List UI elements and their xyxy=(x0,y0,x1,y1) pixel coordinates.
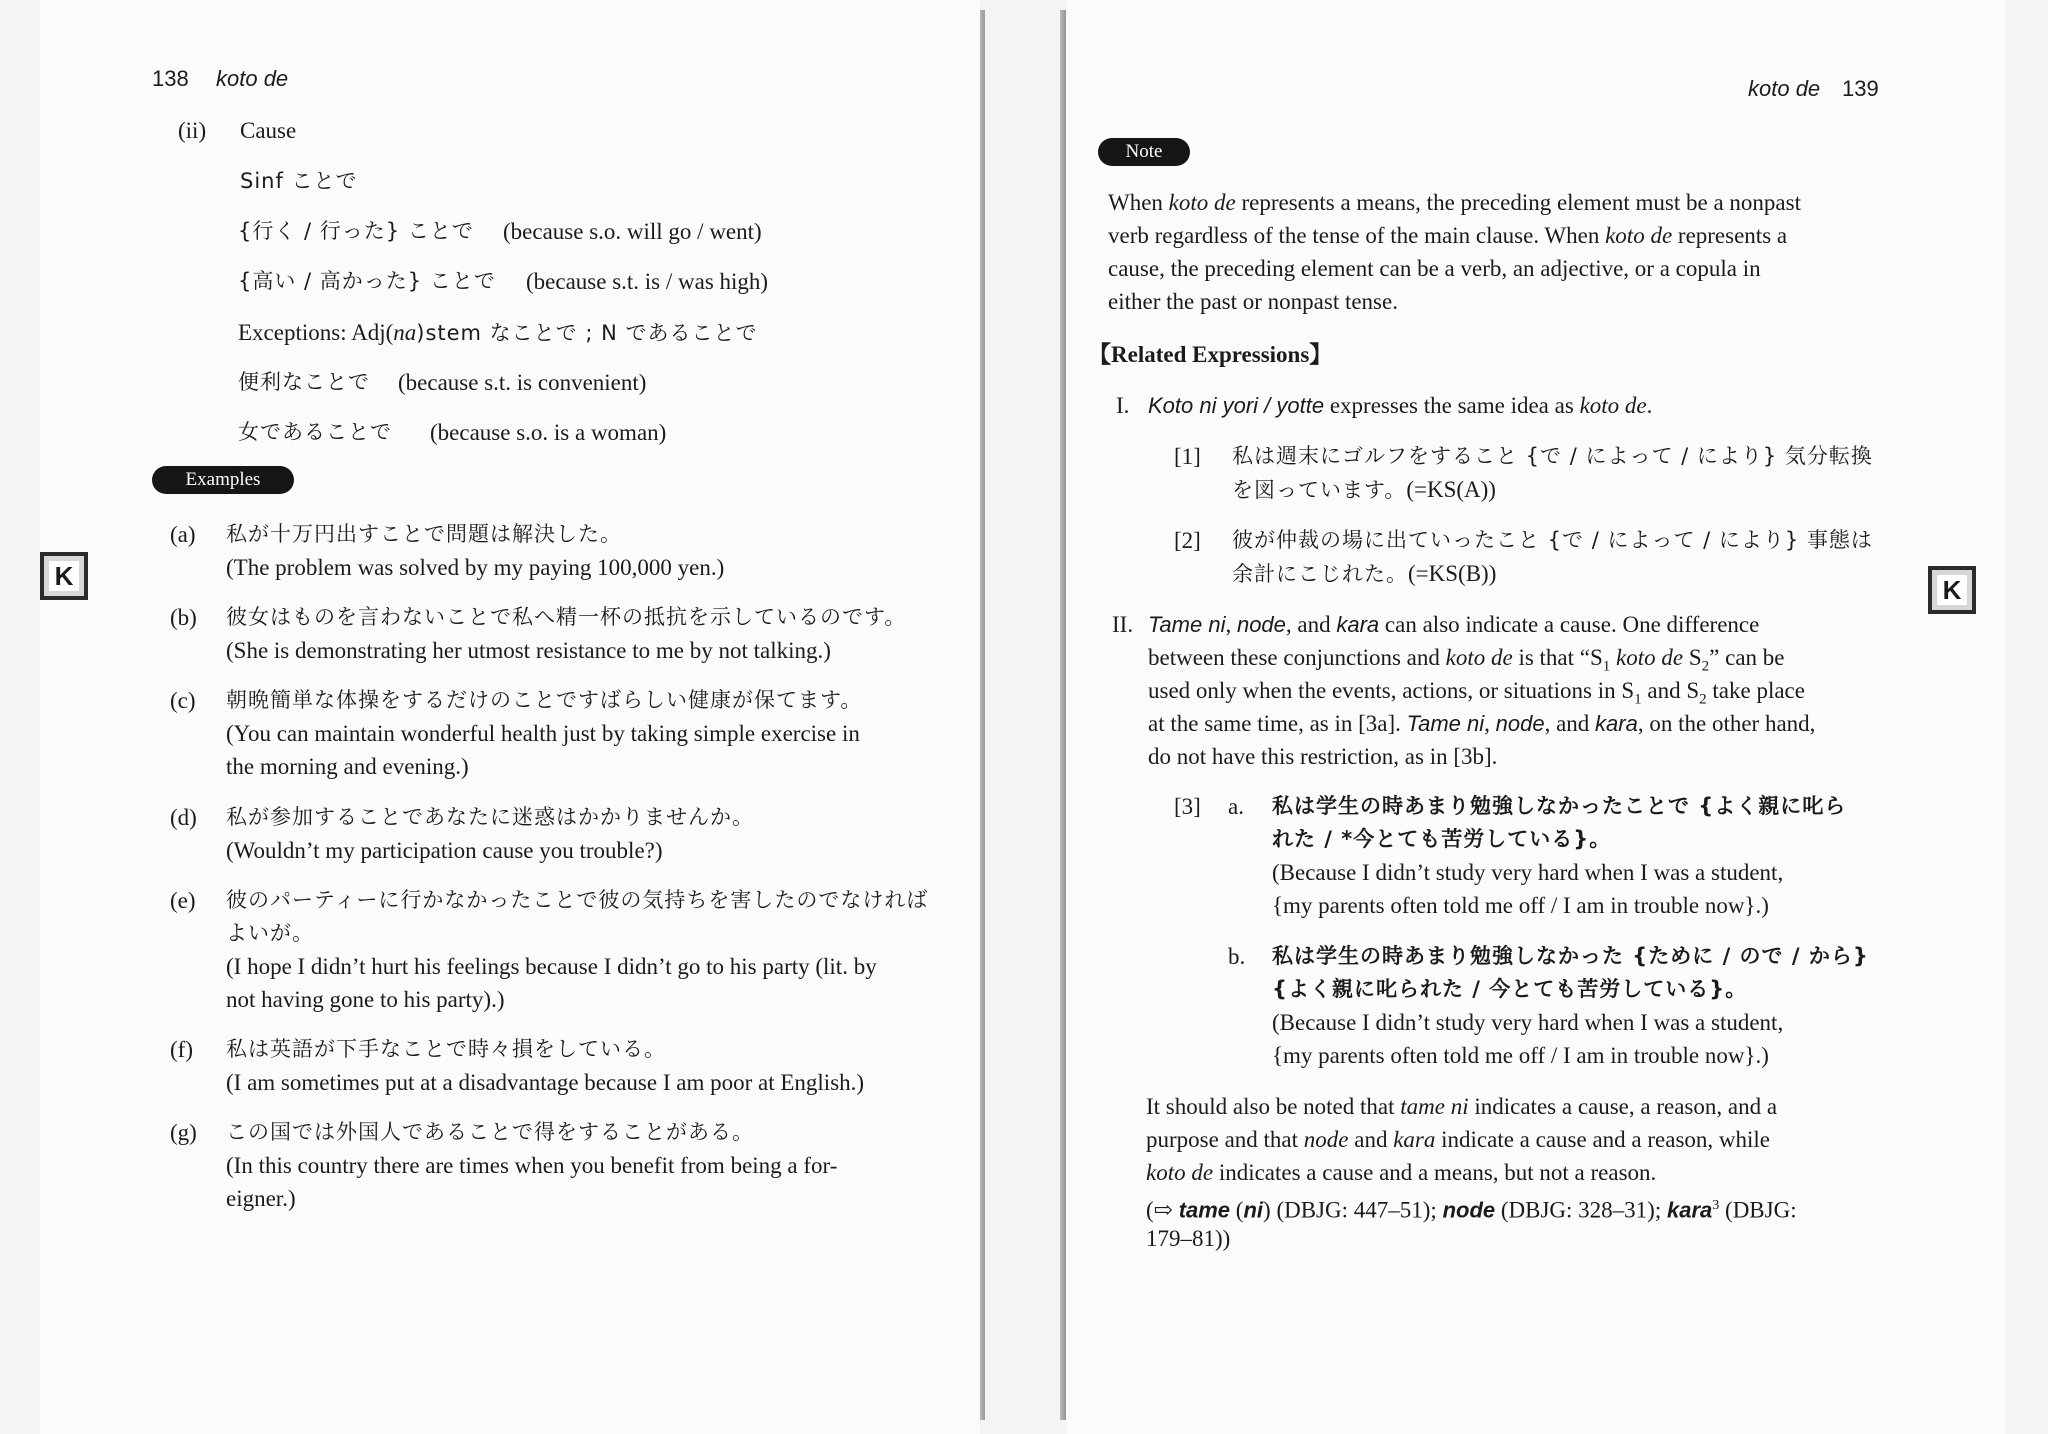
text: indicate a cause and a reason, while xyxy=(1435,1127,1770,1152)
text: can also indicate a cause. One difference xyxy=(1379,612,1760,637)
section-tab-k xyxy=(1928,566,1976,614)
text: used only when the events, actions, or situations in S xyxy=(1148,678,1635,703)
cross-references-cont: 179–81)) xyxy=(1146,1226,1231,1251)
note-line xyxy=(1108,219,1787,252)
term: koto de xyxy=(1146,1160,1214,1185)
cross-references: (⇨ tame (ni) (DBJG: 447–51); node (DBJG: 328–31); kara$^3$ (DBJG: xyxy=(1146,1197,1797,1223)
exceptions-adj: Adj( xyxy=(351,320,394,345)
section-tab-letter: K xyxy=(49,561,80,591)
example-ref: (=KS(B)) xyxy=(1408,561,1497,586)
item2-label: II. xyxy=(1112,612,1134,637)
subscript: 1 xyxy=(1634,691,1642,708)
example-en: (Wouldn’t my participation cause you trouble?) xyxy=(226,838,663,863)
example-jp-line2 xyxy=(1232,557,1496,591)
ref-term: tame xyxy=(1178,1197,1231,1223)
text: and S xyxy=(1641,678,1700,703)
term: Tame ni xyxy=(1406,711,1485,736)
example-en: the morning and evening.) xyxy=(226,754,469,779)
left-page xyxy=(40,0,980,1434)
text: , on the other hand, xyxy=(1637,711,1816,736)
page-number-left: 138 xyxy=(152,66,189,91)
examples-badge: Examples xyxy=(152,466,294,494)
note-line: either the past or nonpast tense. xyxy=(1108,289,1398,314)
ref-term: ni xyxy=(1243,1197,1264,1223)
example-jp: を図っています。 xyxy=(1232,478,1407,502)
closing-line xyxy=(1146,1123,1770,1156)
example-en: (You can maintain wonderful health just by taking simple exercise in xyxy=(226,721,860,746)
text: indicates a cause and a means, but not a reason. xyxy=(1213,1160,1657,1185)
ref-text: ) (DBJG: 447–51); xyxy=(1263,1197,1443,1223)
example-jp: 私は英語が下手なことで時々損をしている。 xyxy=(226,1037,666,1061)
text: ” can be xyxy=(1709,645,1785,670)
example-jp: 私が参加することであなたに迷惑はかかりませんか。 xyxy=(226,805,754,829)
text: S xyxy=(1683,645,1702,670)
exception-example-jp: 便利なことで xyxy=(238,370,370,394)
page-number-right: 139 xyxy=(1842,76,1879,101)
text: and xyxy=(1348,1127,1394,1152)
item1-term: Koto ni yori / yotte xyxy=(1148,393,1325,418)
section-label: (ii) xyxy=(178,118,207,143)
ref-text: (DBJG: 328–31); xyxy=(1495,1197,1667,1223)
text: It should also be noted that xyxy=(1146,1094,1401,1119)
example-ref: (=KS(A)) xyxy=(1406,477,1496,502)
example-en: (Because I didn’t study very hard when I was a student, xyxy=(1272,860,1784,885)
pattern-jp: {行く / 行った} ことで xyxy=(238,219,474,243)
note-term: koto de xyxy=(1168,190,1236,215)
exception-example-en: (because s.t. is convenient) xyxy=(398,370,647,395)
item1-text xyxy=(1148,389,1652,422)
item2-line xyxy=(1148,608,1759,641)
example-jp: 私は学生の時あまり勉強しなかった {ために / ので / から} xyxy=(1272,944,1869,968)
text: , and xyxy=(1285,612,1337,637)
example-jp: {よく親に叱られた / 今とても苦労している}。 xyxy=(1272,977,1748,1001)
ref-text: (DBJG: xyxy=(1719,1197,1797,1223)
term: kara xyxy=(1393,1127,1436,1152)
section-title: Cause xyxy=(240,118,297,143)
example-sublabel: a. xyxy=(1228,794,1244,819)
example-en: not having gone to his party).) xyxy=(226,987,505,1012)
ref-term: node xyxy=(1442,1197,1496,1223)
item2-line xyxy=(1148,707,1815,740)
term: node xyxy=(1303,1127,1349,1152)
ref-superscript: 3 xyxy=(1712,1198,1720,1213)
text: indicates a cause, a reason, and a xyxy=(1468,1094,1778,1119)
term: Tame ni xyxy=(1148,612,1226,637)
ref-term: kara xyxy=(1667,1197,1713,1223)
text: , and xyxy=(1544,711,1596,736)
text: take place xyxy=(1706,678,1805,703)
example-jp: 私は週末にゴルフをすること {で / によって / により} 気分転換 xyxy=(1232,444,1873,468)
exceptions-line xyxy=(238,316,757,350)
formula: Sinf ことで xyxy=(240,169,358,193)
item1-label: I. xyxy=(1116,393,1130,418)
example-en: (In this country there are times when you benefit from being a for- xyxy=(226,1153,838,1178)
closing-line xyxy=(1146,1090,1777,1123)
exceptions-label: Exceptions: xyxy=(238,320,352,345)
example-label: (e) xyxy=(170,888,196,913)
subscript: 1 xyxy=(1602,658,1611,675)
example-jp: 彼のパーティーに行かなかったことで彼の気持ちを害したのでなければ xyxy=(226,888,929,912)
example-en: {my parents often told me off / I am in trouble now}.) xyxy=(1272,1043,1769,1068)
closing-line xyxy=(1146,1156,1656,1189)
term: tame ni xyxy=(1400,1094,1469,1119)
example-en: (I hope I didn’t hurt his feelings because I didn’t go to his party (lit. by xyxy=(226,954,877,979)
text: at the same time, as in [3a]. xyxy=(1148,711,1407,736)
term: koto de xyxy=(1616,645,1684,670)
note-text: verb regardless of the tense of the main clause. When xyxy=(1108,223,1606,248)
text: , xyxy=(1484,711,1496,736)
example-jp: 朝晩簡単な体操をするだけのことですばらしい健康が保てます。 xyxy=(226,688,863,712)
section-tab-letter: K xyxy=(1937,575,1968,605)
pattern-en: (because s.o. will go / went) xyxy=(503,219,762,244)
right-page xyxy=(1066,0,2006,1434)
example-label: (f) xyxy=(170,1037,193,1062)
term: node xyxy=(1236,612,1286,637)
example-label: (a) xyxy=(170,522,196,547)
term: node xyxy=(1495,711,1545,736)
example-en: (The problem was solved by my paying 100,000 yen.) xyxy=(226,555,725,580)
arrow-icon: (⇨ xyxy=(1146,1197,1179,1223)
example-jp: 私が十万円出すことで問題は解決した。 xyxy=(226,522,622,546)
exceptions-na: na xyxy=(393,320,417,345)
example-en: (I am sometimes put at a disadvantage because I am poor at English.) xyxy=(226,1070,865,1095)
note-line xyxy=(1108,186,1801,219)
example-jp: 私は学生の時あまり勉強しなかったことで {よく親に叱ら xyxy=(1272,794,1847,818)
subscript: 2 xyxy=(1699,691,1707,708)
term: koto de xyxy=(1445,645,1513,670)
example-label: [3] xyxy=(1174,794,1201,819)
text: between these conjunctions and xyxy=(1148,645,1446,670)
note-badge: Note xyxy=(1098,138,1190,166)
example-jp: 彼女はものを言わないことで私へ精一杯の抵抗を示しているのです。 xyxy=(226,605,907,629)
example-jp: 彼が仲裁の場に出ていったこと {で / によって / により} 事態は xyxy=(1232,528,1873,552)
section-tab-k xyxy=(40,552,88,600)
exception-example-jp: 女であることで xyxy=(238,420,392,444)
exception-example-en: (because s.o. is a woman) xyxy=(430,420,667,445)
item2-line: do not have this restriction, as in [3b]. xyxy=(1148,744,1498,769)
note-term: koto de xyxy=(1605,223,1673,248)
example-en: (She is demonstrating her utmost resistance to me by not talking.) xyxy=(226,638,831,663)
related-heading: 【Related Expressions】 xyxy=(1088,342,1333,367)
subscript: 2 xyxy=(1701,658,1710,675)
note-text: represents a means, the preceding element must be a nonpast xyxy=(1235,190,1801,215)
example-jp: この国では外国人であることで得をすることがある。 xyxy=(226,1120,754,1144)
example-en: (Because I didn’t study very hard when I was a student, xyxy=(1272,1010,1784,1035)
text: is that “S xyxy=(1512,645,1603,670)
note-text: When xyxy=(1108,190,1169,215)
example-label: (g) xyxy=(170,1120,197,1145)
item1-body: expresses the same idea as xyxy=(1324,393,1580,418)
pattern-en: (because s.t. is / was high) xyxy=(526,269,769,294)
example-jp: れた / *今とても苦労している}。 xyxy=(1272,827,1612,851)
note-text: represents a xyxy=(1672,223,1788,248)
note-line: cause, the preceding element can be a verb, an adjective, or a copula in xyxy=(1108,256,1761,281)
example-label: (d) xyxy=(170,805,197,830)
example-en: eigner.) xyxy=(226,1186,296,1211)
running-head-right: koto de xyxy=(1748,76,1821,101)
example-en: {my parents often told me off / I am in trouble now}.) xyxy=(1272,893,1769,918)
example-jp: よいが。 xyxy=(226,921,314,945)
example-label: (c) xyxy=(170,688,196,713)
item1-term: koto de xyxy=(1579,393,1647,418)
example-jp: 余計にこじれた。 xyxy=(1232,562,1408,586)
example-sublabel: b. xyxy=(1228,944,1246,969)
item1-end: . xyxy=(1646,393,1653,418)
text: purpose and that xyxy=(1146,1127,1304,1152)
example-label: [1] xyxy=(1174,444,1201,469)
example-jp-line2 xyxy=(1232,473,1496,507)
term: kara xyxy=(1595,711,1638,736)
example-label: (b) xyxy=(170,605,197,630)
term: kara xyxy=(1336,612,1380,637)
pattern-jp: {高い / 高かった} ことで xyxy=(238,269,496,293)
running-head-left: koto de xyxy=(216,66,289,91)
text: , xyxy=(1225,612,1237,637)
example-label: [2] xyxy=(1174,528,1201,553)
exceptions-rest: )stem なことで ; N であることで xyxy=(416,321,758,345)
